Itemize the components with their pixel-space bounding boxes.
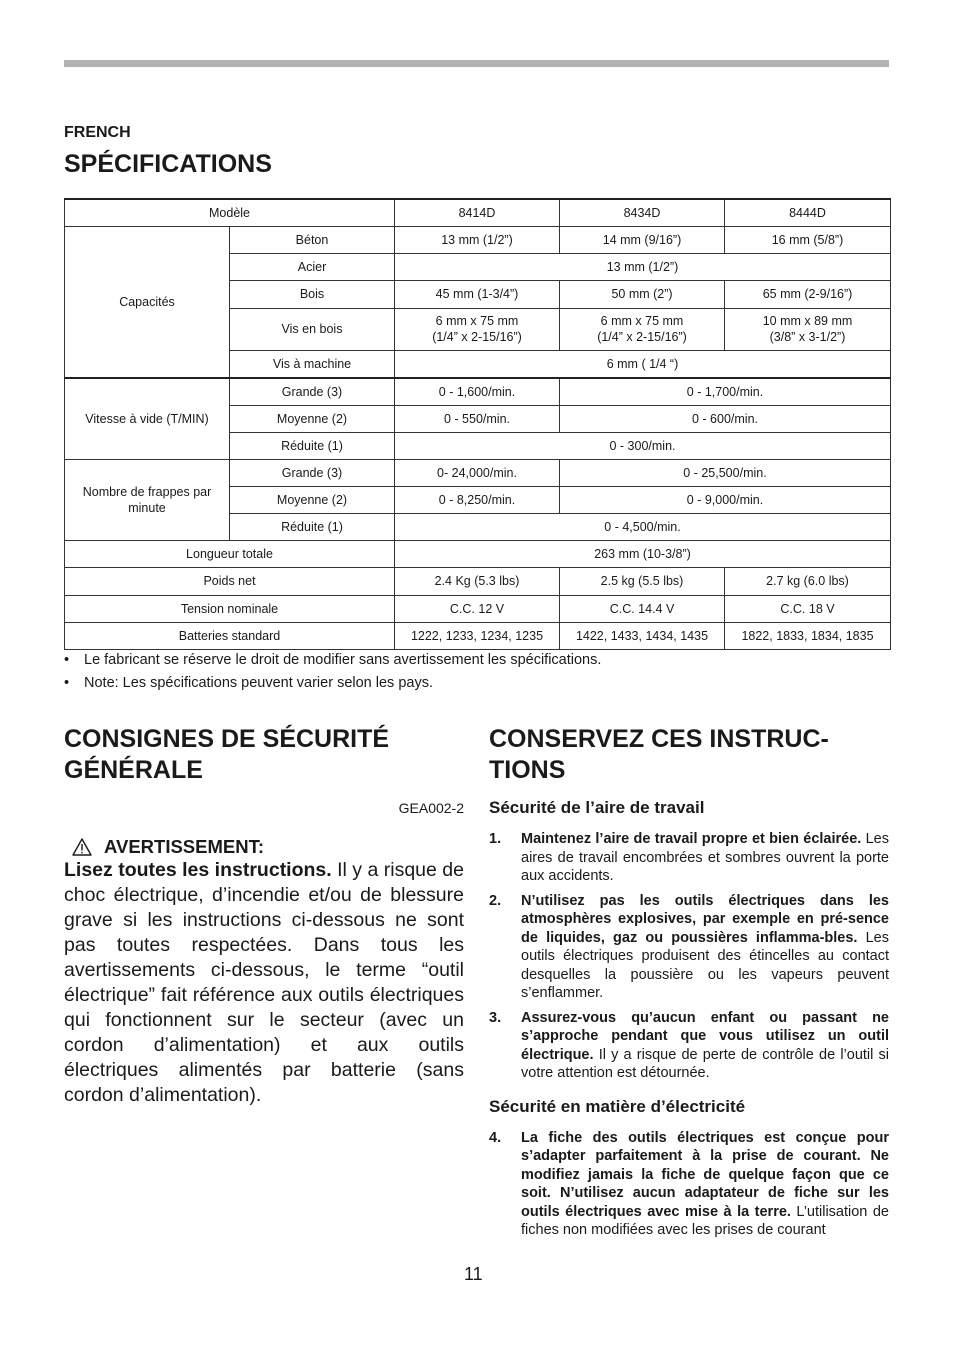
- table-cell: 0 - 8,250/min.: [395, 486, 560, 513]
- document-code: GEA002-2: [398, 800, 464, 816]
- keep-title: [489, 724, 889, 786]
- table-cell: [725, 308, 891, 350]
- row-label: Réduite (1): [230, 432, 395, 459]
- rule-text: [521, 830, 889, 886]
- page-number: 11: [464, 1264, 483, 1284]
- table-cell: 0 - 1,700/min.: [560, 378, 891, 405]
- row-label: Vis à machine: [230, 350, 395, 378]
- rule-text: [521, 892, 889, 1003]
- rule-text: [521, 1009, 889, 1083]
- cell-line: 6 mm x 75 mm: [435, 314, 519, 328]
- warning-heading: [64, 836, 464, 858]
- table-cell: 14 mm (9/16”): [560, 226, 725, 253]
- warning-text: Il y a risque de choc électrique, d’incendie et/ou de blessure grave si les instructions ci-dessous ne sont pas toutes respectées. Dans tous les avertissements ci-dessous, le terme “outil électrique” fait référence aux outils électriques qui fonctionnent sur le secteur (avec un cordon d’alimentation) et aux outils électriques alimentés par batterie (sans cordon d’alimentation).: [64, 859, 464, 1106]
- table-cell: C.C. 18 V: [725, 595, 891, 622]
- cell-line: 10 mm x 89 mm: [762, 314, 853, 328]
- table-cell: 2.5 kg (5.5 lbs): [560, 567, 725, 595]
- header-rule: [64, 60, 889, 67]
- table-row: [65, 459, 891, 486]
- note-item: • Note: Les spécifications peuvent varier selon les pays.: [64, 673, 601, 696]
- model-8414d: 8414D: [395, 199, 560, 226]
- row-label: Acier: [230, 253, 395, 280]
- model-8434d: 8434D: [560, 199, 725, 226]
- capacities-label: Capacités: [65, 226, 230, 378]
- rule-item: [489, 1129, 889, 1240]
- table-cell: C.C. 14.4 V: [560, 595, 725, 622]
- row-label: Moyenne (2): [230, 405, 395, 432]
- table-cell: 2.4 Kg (5.3 lbs): [395, 567, 560, 595]
- note-item: • Le fabricant se réserve le droit de modifier sans avertissement les spécifications.: [64, 650, 601, 673]
- rule-bold: Maintenez l’aire de travail propre et bien éclairée.: [521, 831, 862, 847]
- table-cell: 0 - 300/min.: [395, 432, 891, 459]
- rule-number: 2.: [489, 892, 502, 909]
- rule-item: [489, 892, 889, 1003]
- language-label: FRENCH: [64, 124, 131, 141]
- rule-number: 1.: [489, 831, 502, 847]
- row-label: Vis en bois: [230, 308, 395, 350]
- model-8444d: 8444D: [725, 199, 891, 226]
- warning-paragraph: [64, 858, 464, 1108]
- row-label: Bois: [230, 280, 395, 308]
- table-cell: 0 - 9,000/min.: [560, 486, 891, 513]
- table-cell: 1822, 1833, 1834, 1835: [725, 622, 891, 649]
- safety-title-line2: GÉNÉRALE: [64, 756, 203, 784]
- keep-title-line2: TIONS: [489, 756, 566, 784]
- row-label: Moyenne (2): [230, 486, 395, 513]
- work-area-heading: Sécurité de l’aire de travail: [489, 798, 705, 817]
- electrical-safety-heading: Sécurité en matière d’électricité: [489, 1096, 746, 1116]
- table-cell: C.C. 12 V: [395, 595, 560, 622]
- cell-line: (1/4” x 2-15/16”): [597, 330, 687, 344]
- table-row: [65, 622, 891, 649]
- specifications-title: SPÉCIFICATIONS: [64, 150, 272, 178]
- table-cell: 13 mm (1/2”): [395, 253, 891, 280]
- no-load-speed-label: Vitesse à vide (T/MIN): [65, 378, 230, 459]
- safety-title-line1: CONSIGNES DE SÉCURITÉ: [64, 725, 390, 753]
- rule-item: [489, 1009, 889, 1083]
- rule-text: [521, 1129, 889, 1240]
- table-cell: 45 mm (1-3/4”): [395, 280, 560, 308]
- warning-label: AVERTISSEMENT:: [104, 836, 265, 857]
- table-cell: 0- 24,000/min.: [395, 459, 560, 486]
- row-label: Réduite (1): [230, 513, 395, 540]
- rule-bold: N’utilisez pas les outils électriques dans les atmosphères explosives, par exemple en pré-sence de liquides, gaz ou poussières inflamma-bles.: [521, 892, 889, 946]
- row-label: Longueur totale: [65, 540, 395, 567]
- table-cell: 2.7 kg (6.0 lbs): [725, 567, 891, 595]
- table-cell: [560, 308, 725, 350]
- table-cell: 50 mm (2”): [560, 280, 725, 308]
- cell-line: 6 mm x 75 mm: [600, 314, 684, 328]
- row-label: Grande (3): [230, 459, 395, 486]
- cell-line: (1/4” x 2-15/16”): [432, 330, 522, 344]
- table-cell: 0 - 550/min.: [395, 405, 560, 432]
- rule-body: Il y a risque de perte de contrôle de l’outil si votre attention est détournée.: [521, 1046, 889, 1081]
- rule-body: Les outils électriques produisent des étincelles au contact desquelles la poussière ou les vapeurs peuvent s’enflammer.: [521, 929, 889, 1001]
- row-label: Tension nominale: [65, 595, 395, 622]
- table-cell: 0 - 25,500/min.: [560, 459, 891, 486]
- table-cell: 1222, 1233, 1234, 1235: [395, 622, 560, 649]
- keep-instructions-section: [489, 724, 889, 1246]
- table-row: [65, 378, 891, 405]
- warning-triangle-icon: [72, 838, 92, 856]
- table-cell: 263 mm (10-3/8”): [395, 540, 891, 567]
- table-row: [65, 595, 891, 622]
- table-row: [65, 226, 891, 253]
- table-cell: 0 - 1,600/min.: [395, 378, 560, 405]
- table-cell: 16 mm (5/8”): [725, 226, 891, 253]
- table-row: [65, 540, 891, 567]
- model-label: Modèle: [65, 199, 395, 226]
- cell-line: (3/8” x 3-1/2”): [769, 330, 846, 344]
- row-label: Batteries standard: [65, 622, 395, 649]
- rule-body: L’utilisation de fiches non modifiées avec les prises de courant: [521, 1203, 889, 1238]
- row-label: Grande (3): [230, 378, 395, 405]
- safety-title: [64, 724, 464, 786]
- keep-title-line1: CONSERVEZ CES INSTRUC-: [489, 725, 829, 753]
- rule-bold: La fiche des outils électriques est conçue pour s’adapter parfaitement à la prise de courant. Ne modifiez jamais la fiche de quelque façon que ce soit. N’utilisez aucun adaptateur de fiche sur les outils électriques avec mise à la terre.: [521, 1129, 889, 1220]
- table-cell: 0 - 600/min.: [560, 405, 891, 432]
- blows-label: Nombre de frappes par minute: [65, 459, 230, 540]
- rule-item: [489, 830, 889, 886]
- table-cell: 65 mm (2-9/16”): [725, 280, 891, 308]
- general-safety-section: [64, 724, 464, 1108]
- rule-number: 4.: [489, 1129, 502, 1146]
- warning-lead: Lisez toutes les instructions.: [64, 859, 332, 881]
- table-row: [65, 199, 891, 226]
- rule-number: 3.: [489, 1009, 502, 1026]
- table-cell: [395, 308, 560, 350]
- table-cell: 13 mm (1/2”): [395, 226, 560, 253]
- rule-body: Les aires de travail encombrées et sombres ouvrent la porte aux accidents.: [521, 831, 889, 884]
- table-cell: 6 mm ( 1/4 “): [395, 350, 891, 378]
- table-row: [65, 567, 891, 595]
- spec-notes: [64, 650, 601, 696]
- row-label: Béton: [230, 226, 395, 253]
- table-cell: 1422, 1433, 1434, 1435: [560, 622, 725, 649]
- specifications-table: [64, 198, 891, 650]
- table-cell: 0 - 4,500/min.: [395, 513, 891, 540]
- row-label: Poids net: [65, 567, 395, 595]
- rule-bold: Assurez-vous qu’aucun enfant ou passant ne s’approche pendant que vous utilisez un outil électrique.: [521, 1009, 889, 1063]
